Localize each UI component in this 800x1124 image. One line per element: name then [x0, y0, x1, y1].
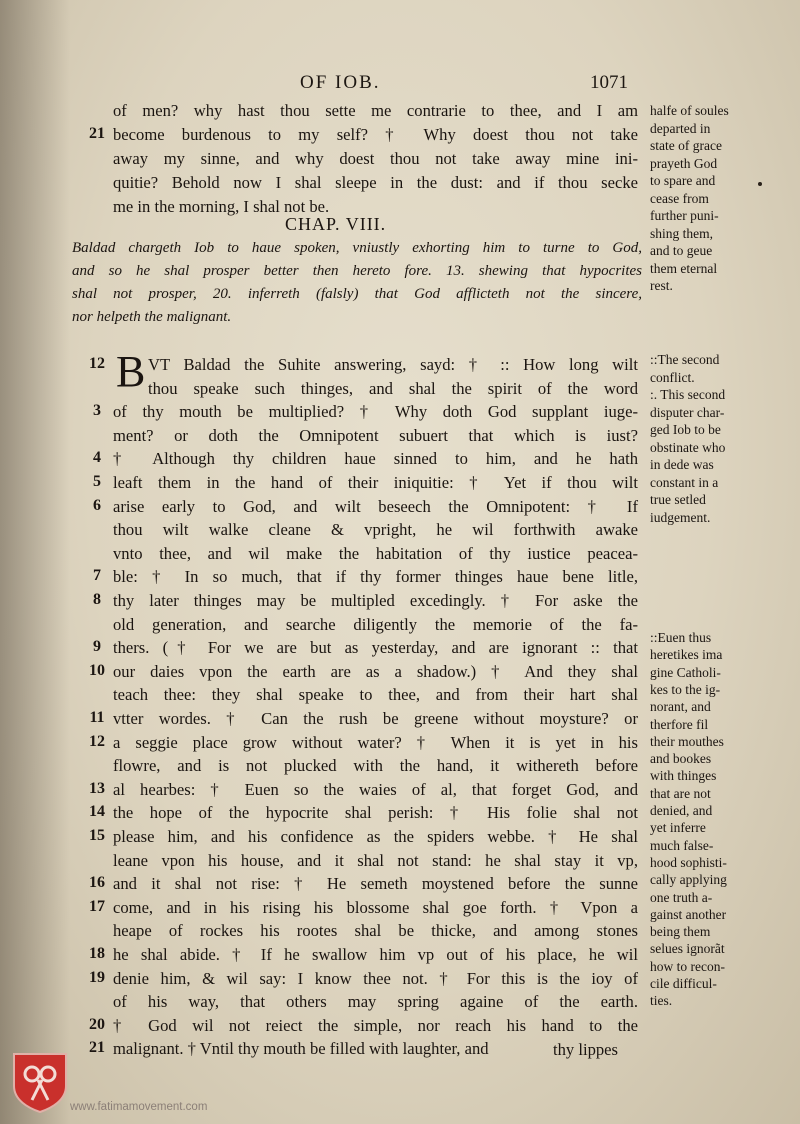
side-note-line: ::The second — [650, 352, 720, 367]
line-text: me in the morning, I shal not be. — [113, 197, 330, 216]
line-text: come, and in his rising his blossome shal goe forth. † Vpon a — [113, 897, 638, 917]
line-text: teach thee: they shal speake to thee, and from their hart shal — [113, 685, 638, 705]
side-note-line: heretikes ima — [650, 647, 723, 663]
side-note-line: that are not — [650, 785, 711, 801]
shield-logo-icon — [12, 1052, 68, 1114]
verse-number: 3 — [93, 402, 101, 420]
side-note-line: and bookes — [650, 751, 712, 767]
side-note-line: yet inferre — [650, 820, 706, 836]
verse-number: 10 — [89, 661, 105, 679]
side-note-line: and to geue — [650, 243, 713, 258]
line-text: flowre, and is not plucked with the hand, it withereth before — [113, 756, 638, 776]
verse-number: 20 — [89, 1015, 105, 1033]
line-text: our daies vpon the earth are as a shadow.) † And they shal — [113, 661, 638, 681]
line-text: thers. († For we are but as yesterday, and are ignorant :: that — [113, 638, 638, 658]
side-note-line: shing them, — [650, 225, 713, 241]
side-note-line: halfe of soules — [650, 103, 729, 118]
side-note-line: norant, and — [650, 699, 711, 715]
line-text: vtter wordes. † Can the rush be greene without moysture? or — [113, 709, 638, 728]
side-note-line: one truth a- — [650, 889, 713, 905]
line-text: away my sinne, and why doest thou not take away mine ini- — [113, 149, 638, 168]
side-note-line: denied, and — [650, 803, 713, 818]
side-note-line: :. This second — [650, 387, 726, 402]
side-note-line: conflict. — [650, 369, 695, 385]
margin-dot — [758, 182, 762, 186]
verse-number: 8 — [93, 591, 101, 608]
verse-number: 15 — [89, 827, 105, 844]
side-note-line: cally applying — [650, 872, 727, 888]
line-text: thou speake such thinges, and shal the spirit of the word — [148, 378, 638, 398]
chapter-title: CHAP. VIII. — [285, 214, 387, 234]
verse-number: 12 — [89, 355, 105, 372]
line-text: the hope of the hypocrite shal perish: † His folie shal not — [113, 803, 638, 823]
verse-number: 21 — [89, 125, 105, 142]
side-note-line: cease from — [650, 190, 709, 206]
verse-number: 12 — [89, 732, 105, 750]
side-note-line: ged Iob to be — [650, 422, 721, 437]
line-text: quitie? Behold now I shal sleepe in the dust: and if thou secke — [113, 173, 638, 192]
verse-number: 14 — [89, 803, 105, 821]
line-text: ment? or doth the Omnipotent subuert that which is iust? — [113, 425, 638, 445]
line-text: vnto thee, and wil make the habitation of thy iustice peacea- — [113, 543, 638, 563]
side-note-line: with thinges — [650, 768, 717, 784]
verse-number: 16 — [89, 874, 105, 892]
line-text: please him, and his confidence as the spiders webbe. † He shal — [113, 827, 638, 846]
line-text: heape of rockes his rootes shal be thicke, and among stones — [113, 921, 638, 941]
side-note-line: them eternal — [650, 260, 718, 276]
line-text: ble: † In so much, that if thy former thinges haue bene litle, — [113, 567, 638, 587]
line-text: he shal abide. † If he swallow him vp out of his place, he wil — [113, 945, 638, 964]
argument-line: nor helpeth the malignant. — [72, 309, 232, 325]
side-note-line: iudgement. — [650, 509, 711, 525]
verse-number: 11 — [89, 709, 105, 726]
side-note-line: departed in — [650, 120, 711, 136]
line-text: denie him, & wil say: I know thee not. † For this is the ioy of — [113, 968, 638, 988]
side-note-line: disputer char- — [650, 404, 725, 420]
line-text: leane vpon his house, and it shal not stand: he shal stay it vp, — [113, 850, 638, 870]
line-text: of men? why hast thou sette me contrarie to thee, and I am — [113, 101, 638, 120]
line-text: of his way, that others may spring againe of the earth. — [113, 992, 638, 1012]
side-note-line: to spare and — [650, 173, 716, 188]
argument-line: and so he shal prosper better then hereto fore. 13. shewing that hypocrites — [72, 263, 642, 279]
side-note-line: ::Euen thus — [650, 630, 712, 645]
verse-number: 9 — [93, 638, 101, 656]
line-text: a seggie place grow without water? † When it is yet in his — [113, 732, 638, 752]
side-note-line: hood sophisti- — [650, 854, 727, 870]
line-text: † Although thy children haue sinned to him, and he hath — [113, 449, 638, 469]
side-note-line: rest. — [650, 278, 673, 293]
page-number: 1071 — [590, 72, 628, 93]
side-note-line: obstinate who — [650, 439, 726, 455]
side-note-line: prayeth God — [650, 155, 718, 171]
side-note-line: further puni- — [650, 208, 719, 223]
side-note-line: true setled — [650, 492, 706, 507]
line-text: old generation, and searche diligently the memorie of the fa- — [113, 614, 638, 634]
line-text: VT Baldad the Suhite answering, sayd: † :: How long wilt — [148, 355, 638, 374]
line-text: leaft them in the hand of their iniquitie: † Yet if thou wilt — [113, 473, 638, 492]
line-text: thou wilt walke cleane & vpright, he wil forthwith awake — [113, 520, 638, 540]
watermark-url: www.fatimamovement.com — [70, 1101, 208, 1113]
side-note-line: in dede was — [650, 457, 714, 472]
side-note-line: constant in a — [650, 474, 719, 490]
line-text: become burdenous to my self? † Why doest thou not take — [113, 125, 638, 144]
line-text: malignant. † Vntil thy mouth be filled with laughter, and — [113, 1039, 489, 1059]
side-note-line: gainst another — [650, 906, 727, 922]
line-text: † God wil not reiect the simple, nor reach his hand to the — [113, 1015, 638, 1035]
side-note-line: cile difficul- — [650, 976, 717, 991]
verse-number: 17 — [89, 897, 105, 915]
verse-number: 5 — [93, 473, 101, 490]
line-text: al hearbes: † Euen so the waies of al, that forget God, and — [113, 779, 638, 799]
side-note-line: selues ignorãt — [650, 941, 725, 957]
side-note-line: gine Catholi- — [650, 664, 721, 680]
verse-number: 19 — [89, 968, 105, 986]
side-note-line: state of grace — [650, 138, 722, 153]
drop-cap: B — [116, 347, 146, 396]
verse-number: 21 — [89, 1039, 105, 1057]
side-note-line: being them — [650, 924, 711, 940]
running-title: OF IOB. — [300, 72, 381, 93]
line-text: of thy mouth be multiplied? † Why doth God supplant iuge- — [113, 402, 638, 422]
verse-number: 7 — [93, 567, 101, 585]
verse-number: 18 — [89, 945, 105, 962]
side-note-line: ties. — [650, 993, 673, 1009]
verse-number: 4 — [93, 449, 101, 467]
side-note-line: much false- — [650, 837, 714, 853]
side-note-line: how to recon- — [650, 958, 725, 974]
page-spine-shadow — [0, 0, 70, 1124]
side-note-line: therfore fil — [650, 716, 709, 732]
argument-line: shal not prosper, 20. inferreth (falsly) that God afflicteth not the sincere, — [72, 286, 642, 302]
catchword: thy lippes — [553, 1040, 618, 1059]
verse-number: 6 — [93, 496, 101, 514]
line-text: and it shal not rise: † He semeth moystened before the sunne — [113, 874, 638, 894]
line-text: arise early to God, and wilt beseech the Omnipotent: † If — [113, 496, 638, 516]
side-note-line: kes to the ig- — [650, 681, 721, 697]
argument-line: Baldad chargeth Iob to haue spoken, vniustly exhorting him to turne to God, — [72, 240, 642, 256]
line-text: thy later thinges may be multipled excedingly. † For aske the — [113, 591, 638, 610]
verse-number: 13 — [89, 779, 105, 797]
side-note-line: their mouthes — [650, 733, 724, 749]
